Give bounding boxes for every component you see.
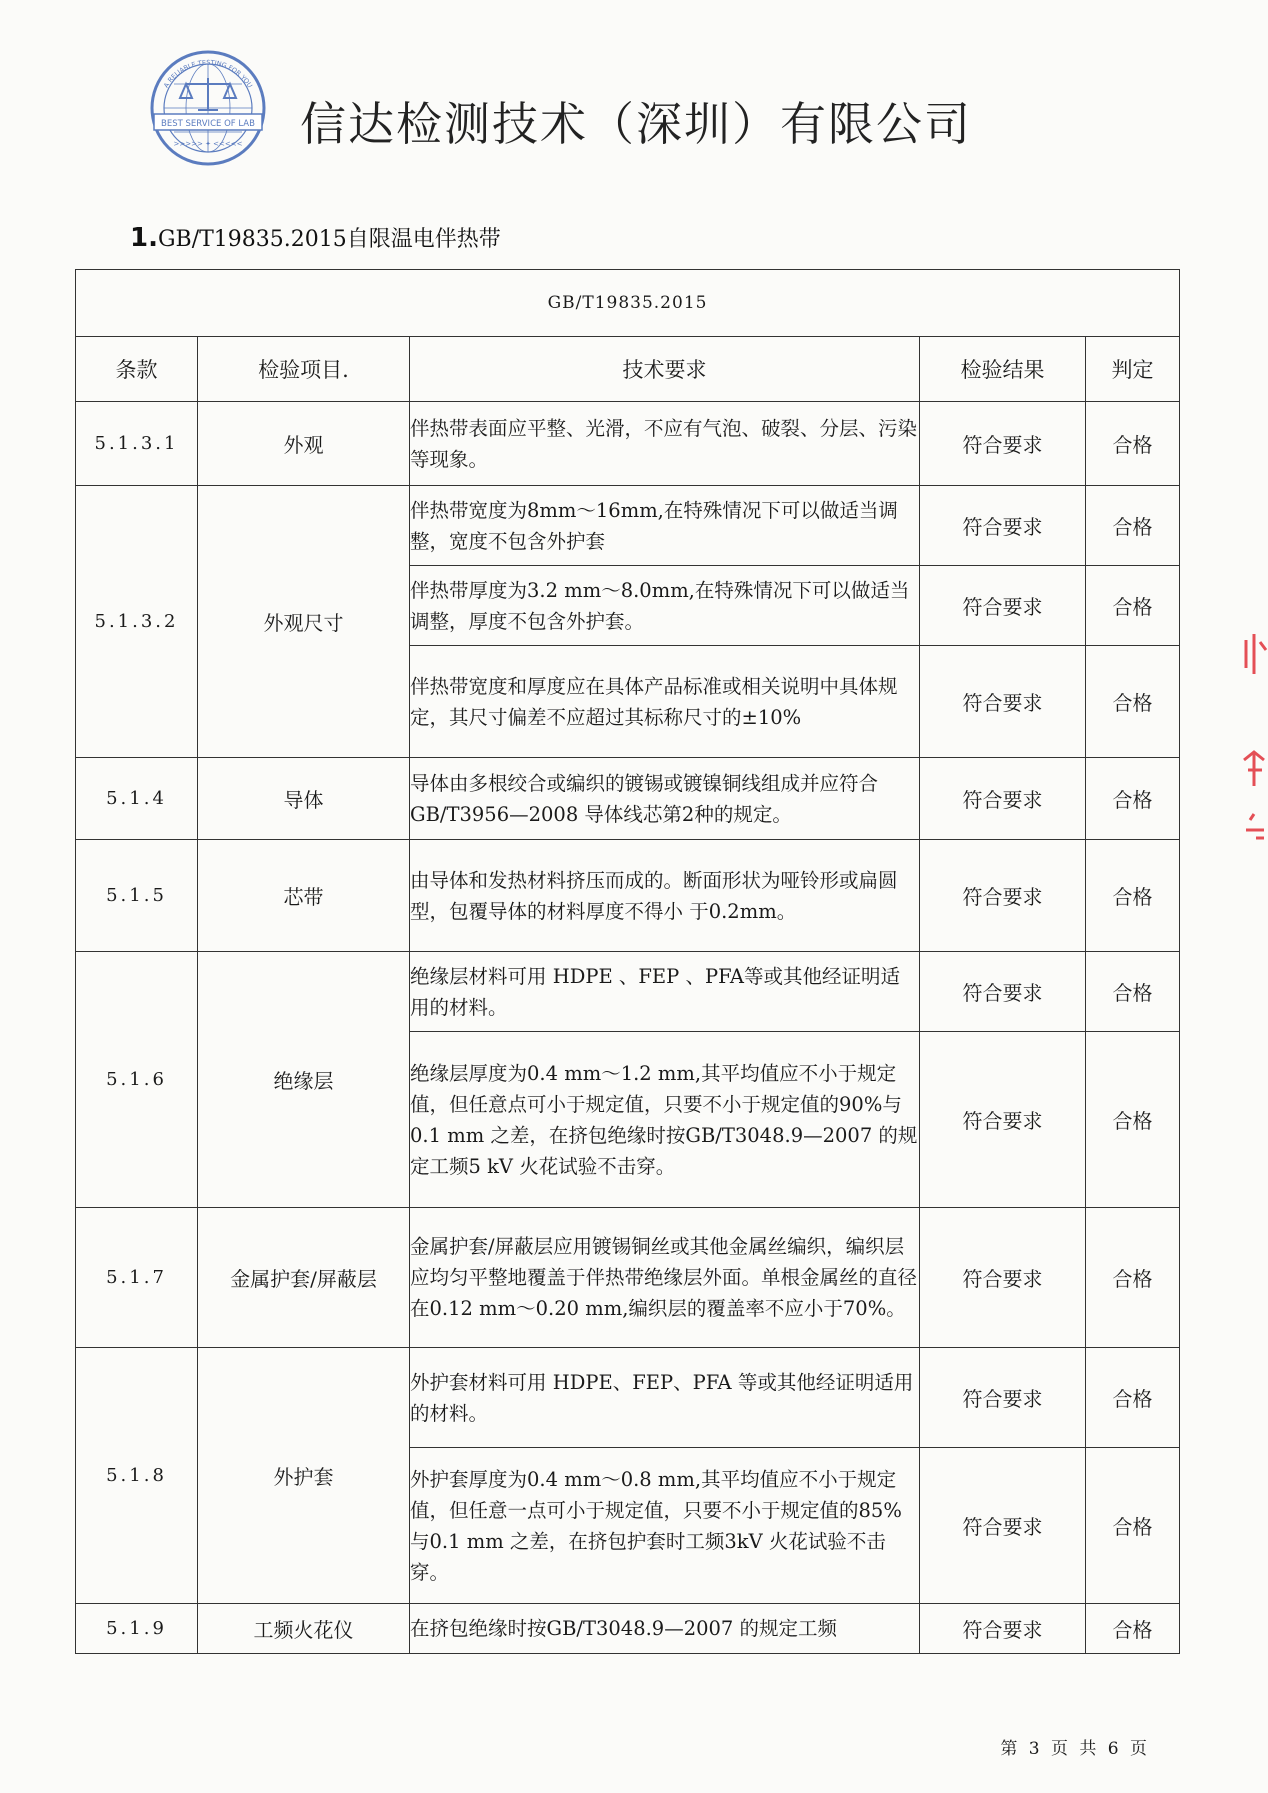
clause-cell: 5.1.5 [76, 840, 198, 952]
result-cell: 符合要求 [920, 1032, 1086, 1208]
requirement-cell: 外护套厚度为0.4 mm～0.8 mm,其平均值应不小于规定值，但任意一点可小于规定值，只要不小于规定值的85%与0.1 mm 之差，在挤包护套时工频3kV 火花试验不击穿。 [410, 1448, 920, 1604]
logo-ring-text: A RELIABLE TESTING FOR YOU [162, 58, 254, 90]
result-cell: 符合要求 [920, 402, 1086, 486]
result-cell: 符合要求 [920, 566, 1086, 646]
item-cell: 外观 [198, 402, 410, 486]
result-cell: 符合要求 [920, 758, 1086, 840]
header-verdict: 判定 [1086, 337, 1180, 402]
requirement-cell: 由导体和发热材料挤压而成的。断面形状为哑铃形或扁圆型，包覆导体的材料厚度不得小 于0.2mm。 [410, 840, 920, 952]
table-row [76, 402, 1180, 486]
clause-cell: 5.1.4 [76, 758, 198, 840]
item-cell: 导体 [198, 758, 410, 840]
result-cell: 符合要求 [920, 1208, 1086, 1348]
item-cell: 芯带 [198, 840, 410, 952]
header-requirement: 技术要求 [410, 337, 920, 402]
requirement-cell: 伴热带宽度为8mm～16mm,在特殊情况下可以做适当调整，宽度不包含外护套 [410, 486, 920, 566]
item-cell: 外观尺寸 [198, 486, 410, 758]
result-cell: 符合要求 [920, 1448, 1086, 1604]
table-row [76, 758, 1180, 840]
verdict-cell: 合格 [1086, 566, 1180, 646]
requirement-cell: 导体由多根绞合或编织的镀锡或镀镍铜线组成并应符合 GB/T3956—2008 导体线芯第2种的规定。 [410, 758, 920, 840]
svg-text:>>>>> ✦ <<<<<: >>>>> ✦ <<<<< [173, 140, 243, 148]
clause-cell: 5.1.9 [76, 1604, 198, 1654]
header-item: 检验项目. [198, 337, 410, 402]
table-row [76, 1604, 1180, 1654]
company-name: 信达检测技术（深圳）有限公司 [300, 97, 972, 151]
verdict-cell: 合格 [1086, 486, 1180, 566]
result-cell: 符合要求 [920, 486, 1086, 566]
clause-cell: 5.1.3.1 [76, 402, 198, 486]
verdict-cell: 合格 [1086, 1208, 1180, 1348]
verdict-cell: 合格 [1086, 646, 1180, 758]
requirement-cell: 伴热带表面应平整、光滑，不应有气泡、破裂、分层、污染等现象。 [410, 402, 920, 486]
header-clause: 条款 [76, 337, 198, 402]
red-stamp-fragment [1236, 620, 1268, 860]
requirement-cell: 金属护套/屏蔽层应用镀锡铜丝或其他金属丝编织，编织层应均匀平整地覆盖于伴热带绝缘层外面。单根金属丝的直径在0.12 mm～0.20 mm,编织层的覆盖率不应小于70%。 [410, 1208, 920, 1348]
verdict-cell: 合格 [1086, 1348, 1180, 1448]
table-header-row [76, 337, 1180, 402]
item-cell: 工频火花仪 [198, 1604, 410, 1654]
requirement-cell: 外护套材料可用 HDPE、FEP、PFA 等或其他经证明适用的材料。 [410, 1348, 920, 1448]
result-cell: 符合要求 [920, 1604, 1086, 1654]
result-cell: 符合要求 [920, 646, 1086, 758]
spec-table [75, 269, 1180, 1654]
clause-cell: 5.1.3.2 [76, 486, 198, 758]
clause-cell: 5.1.7 [76, 1208, 198, 1348]
verdict-cell: 合格 [1086, 402, 1180, 486]
verdict-cell: 合格 [1086, 1032, 1180, 1208]
header-result: 检验结果 [920, 337, 1086, 402]
requirement-cell: 伴热带厚度为3.2 mm～8.0mm,在特殊情况下可以做适当调整，厚度不包含外护套。 [410, 566, 920, 646]
logo-banner-text: BEST SERVICE OF LAB [161, 119, 255, 129]
section-title [130, 222, 501, 253]
requirement-cell: 绝缘层材料可用 HDPE 、FEP 、PFA等或其他经证明适用的材料。 [410, 952, 920, 1032]
table-standard-title: GB/T19835.2015 [76, 270, 1180, 337]
requirement-cell: 在挤包绝缘时按GB/T3048.9—2007 的规定工频 [410, 1604, 920, 1654]
verdict-cell: 合格 [1086, 1604, 1180, 1654]
page-number: 第 3 页 共 6 页 [1000, 1739, 1150, 1759]
requirement-cell: 伴热带宽度和厚度应在具体产品标准或相关说明中具体规定，其尺寸偏差不应超过其标称尺寸的±10% [410, 646, 920, 758]
verdict-cell: 合格 [1086, 952, 1180, 1032]
table-row [76, 1208, 1180, 1348]
result-cell: 符合要求 [920, 1348, 1086, 1448]
result-cell: 符合要求 [920, 952, 1086, 1032]
item-cell: 外护套 [198, 1348, 410, 1604]
verdict-cell: 合格 [1086, 758, 1180, 840]
table-row [76, 486, 1180, 566]
table-row [76, 840, 1180, 952]
clause-cell: 5.1.6 [76, 952, 198, 1208]
clause-cell: 5.1.8 [76, 1348, 198, 1604]
section-number: 1. [130, 223, 158, 253]
table-standard-row [76, 270, 1180, 337]
result-cell: 符合要求 [920, 840, 1086, 952]
verdict-cell: 合格 [1086, 1448, 1180, 1604]
verdict-cell: 合格 [1086, 840, 1180, 952]
table-row [76, 1348, 1180, 1448]
table-row [76, 952, 1180, 1032]
item-cell: 金属护套/屏蔽层 [198, 1208, 410, 1348]
company-logo [140, 48, 276, 168]
section-title-text: GB/T19835.2015自限温电伴热带 [157, 227, 501, 252]
item-cell: 绝缘层 [198, 952, 410, 1208]
requirement-cell: 绝缘层厚度为0.4 mm～1.2 mm,其平均值应不小于规定值，但任意点可小于规定值，只要不小于规定值的90%与0.1 mm 之差，在挤包绝缘时按GB/T3048.9—2007 的规定工频5 kV 火花试验不击穿。 [410, 1032, 920, 1208]
